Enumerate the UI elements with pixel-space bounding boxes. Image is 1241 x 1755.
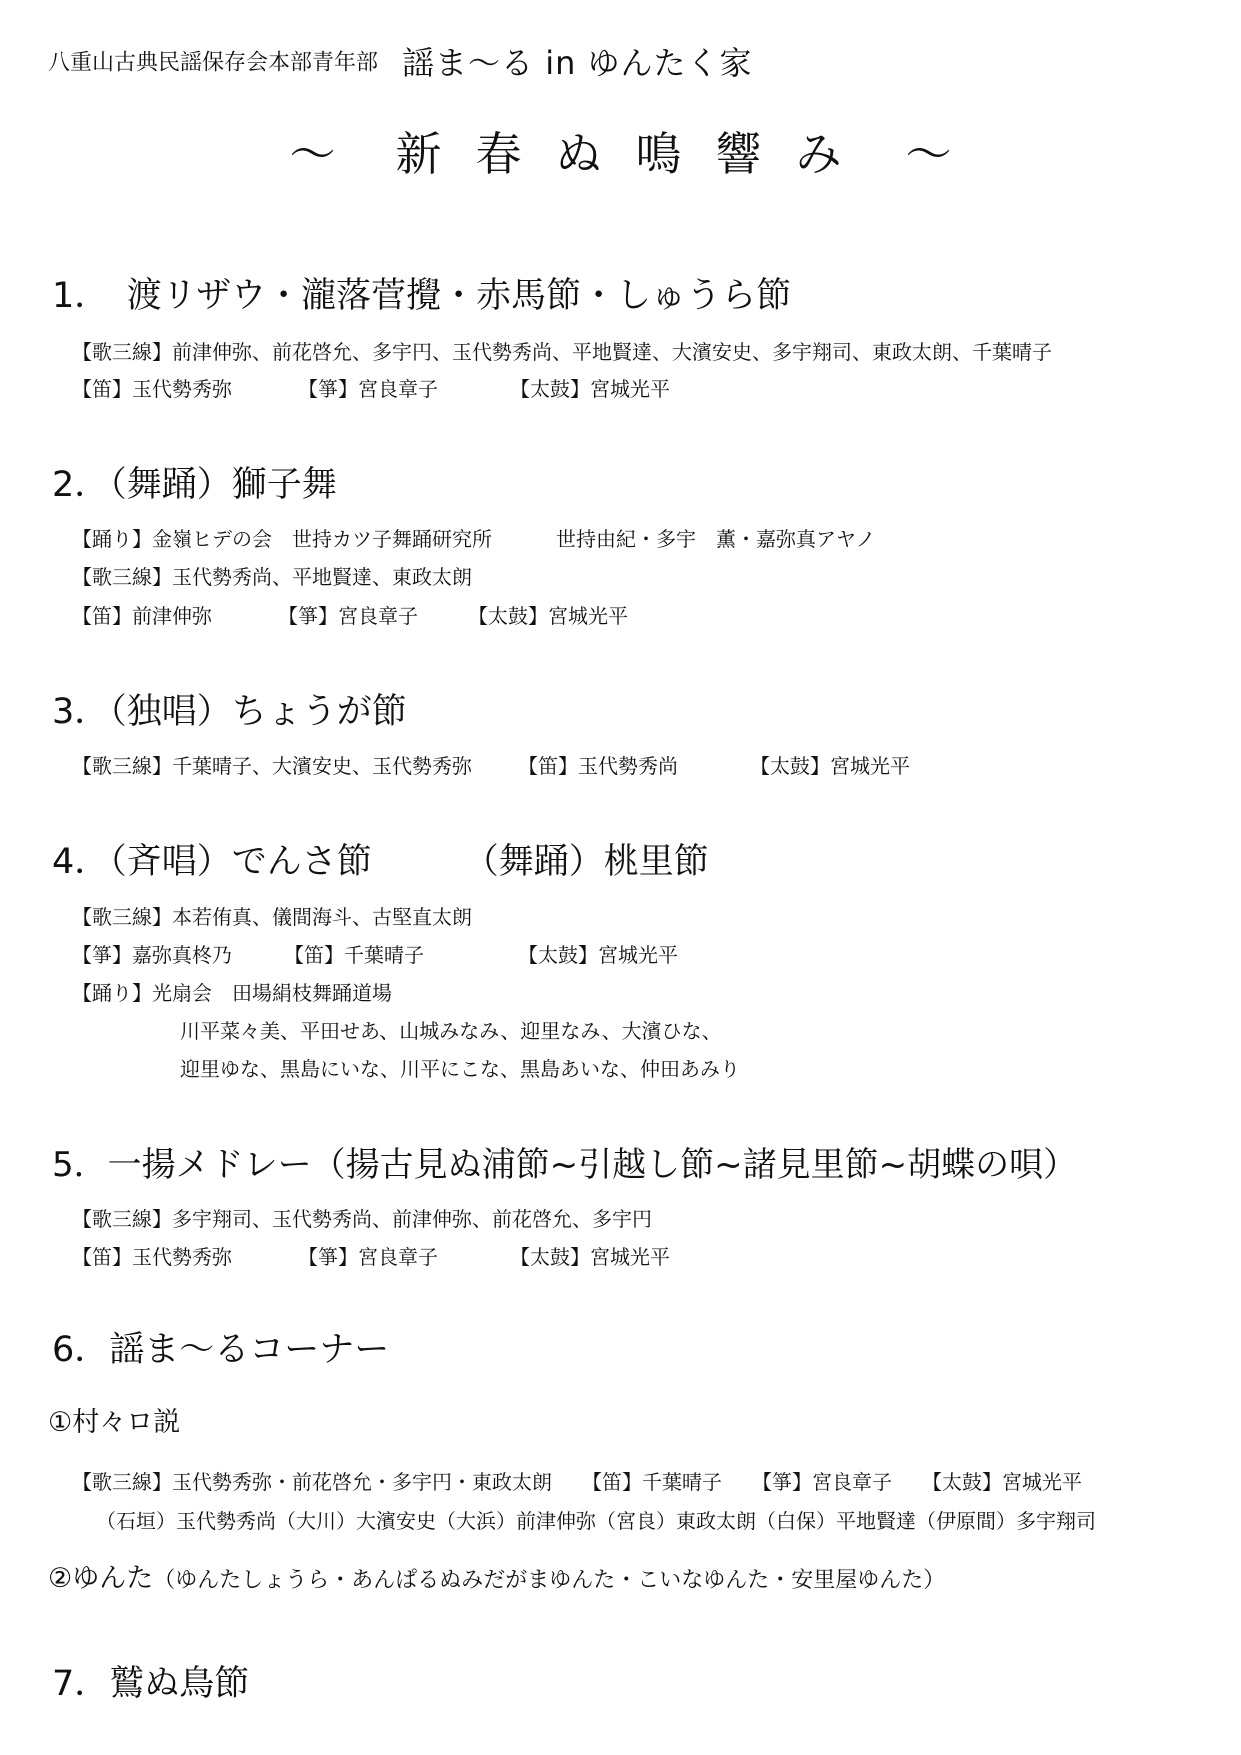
- performer-credit: 【太鼓】宮城光平: [468, 604, 628, 628]
- program-item-1-line: 【歌三線】前津伸弥、前花啓允、多宇円、玉代勢秀尚、平地賢達、大濱安史、多宇翔司、東政太朗、千葉晴子: [72, 340, 1052, 364]
- performer-credit: 【笛】玉代勢秀弥: [72, 377, 232, 401]
- performer-credit: 【歌三線】玉代勢秀弥・前花啓允・多宇円・東政太朗: [72, 1470, 552, 1494]
- title-text: 新春ぬ鳴響み: [395, 127, 876, 181]
- subsection-2-heading: [48, 1556, 945, 1595]
- performer-credit: 【笛】玉代勢秀尚: [518, 754, 678, 778]
- performer-credit: 【箏】宮良章子: [752, 1470, 892, 1494]
- performer-credit: 【箏】宮良章子: [298, 377, 438, 401]
- program-item-2-line: [72, 600, 628, 629]
- subsection-1-line: [72, 1466, 1082, 1495]
- program-item-4-line: 迎里ゆな、黒島にいな、川平にこな、黒島あいな、仲田あみり: [180, 1057, 740, 1081]
- program-item-4-extra: （舞踊）桃里節: [463, 842, 709, 882]
- performer-credit: 【箏】嘉弥真柊乃: [72, 943, 232, 967]
- performer-credit: 【箏】宮良章子: [278, 604, 418, 628]
- program-item-4-heading: [52, 834, 709, 884]
- program-item-4-line: 【歌三線】本若侑真、儀間海斗、古堅直太朗: [72, 905, 472, 929]
- program-item-4-line: [72, 939, 678, 968]
- title-left-tilde: ～: [289, 127, 336, 181]
- page-title: [0, 118, 1241, 184]
- performer-credit: 【笛】千葉晴子: [582, 1470, 722, 1494]
- performer-credit: 【歌三線】千葉晴子、大濱安史、玉代勢秀弥: [72, 754, 472, 778]
- performer-credit: 【笛】前津伸弥: [72, 604, 212, 628]
- program-item-1-heading: 1． 渡リザウ・瀧落菅攪・赤馬節・しゅうら節: [52, 276, 792, 316]
- subsection-1-line: （石垣）玉代勢秀尚（大川）大濱安史（大浜）前津伸弥（宮良）東政太朗（白保）平地賢達（伊原間）多宇翔司: [96, 1509, 1096, 1533]
- event-name: 謡ま～る in ゆんたく家: [402, 44, 753, 82]
- program-item-4-title: 4．（斉唱）でんさ節: [52, 842, 372, 882]
- performer-credit: 世持由紀・多宇 薫・嘉弥真アヤノ: [556, 527, 876, 551]
- program-item-3-heading: 3．（独唱）ちょうが節: [52, 692, 407, 732]
- performer-credit: 【笛】千葉晴子: [284, 943, 424, 967]
- program-item-1-line: [72, 373, 670, 402]
- performer-credit: 【太鼓】宮城光平: [518, 943, 678, 967]
- subsection-2-title: ②ゆんた: [48, 1563, 154, 1594]
- program-item-2-heading: 2．（舞踊）獅子舞: [52, 465, 337, 505]
- program-item-4-line: 川平菜々美、平田せあ、山城みなみ、迎里なみ、大濱ひな、: [180, 1019, 722, 1043]
- performer-credit: 【太鼓】宮城光平: [750, 754, 910, 778]
- performer-credit: 【太鼓】宮城光平: [510, 377, 670, 401]
- subsection-2-detail: （ゆんたしょうら・あんぱるぬみだがまゆんた・こいなゆんた・安里屋ゆんた）: [153, 1568, 946, 1593]
- title-right-tilde: ～: [905, 127, 952, 181]
- performer-credit: 【太鼓】宮城光平: [510, 1245, 670, 1269]
- program-item-3-line: [72, 750, 910, 779]
- performer-credit: 【笛】玉代勢秀弥: [72, 1245, 232, 1269]
- program-item-5-line: 【歌三線】多宇翔司、玉代勢秀尚、前津伸弥、前花啓允、多宇円: [72, 1207, 652, 1231]
- program-item-5-heading: 5．一揚メドレー（揚古見ぬ浦節~引越し節~諸見里節~胡蝶の唄）: [52, 1145, 1078, 1185]
- performer-credit: 【箏】宮良章子: [298, 1245, 438, 1269]
- program-item-2-line: [72, 523, 876, 552]
- organization-name: 八重山古典民謡保存会本部青年部: [48, 50, 379, 76]
- header: [48, 38, 753, 84]
- program-item-7-heading: 7．鷲ぬ鳥節: [52, 1664, 250, 1704]
- program-item-2-line: 【歌三線】玉代勢秀尚、平地賢達、東政太朗: [72, 565, 472, 589]
- program-item-6-heading: 6．謡ま～るコーナー: [52, 1330, 390, 1370]
- performer-credit: 【踊り】金嶺ヒデの会 世持カツ子舞踊研究所: [72, 527, 492, 551]
- performer-credit: 【太鼓】宮城光平: [922, 1470, 1082, 1494]
- subsection-1-heading: ①村々ロ説: [48, 1407, 181, 1438]
- program-item-4-line: 【踊り】光扇会 田場絹枝舞踊道場: [72, 981, 392, 1005]
- program-item-5-line: [72, 1241, 670, 1270]
